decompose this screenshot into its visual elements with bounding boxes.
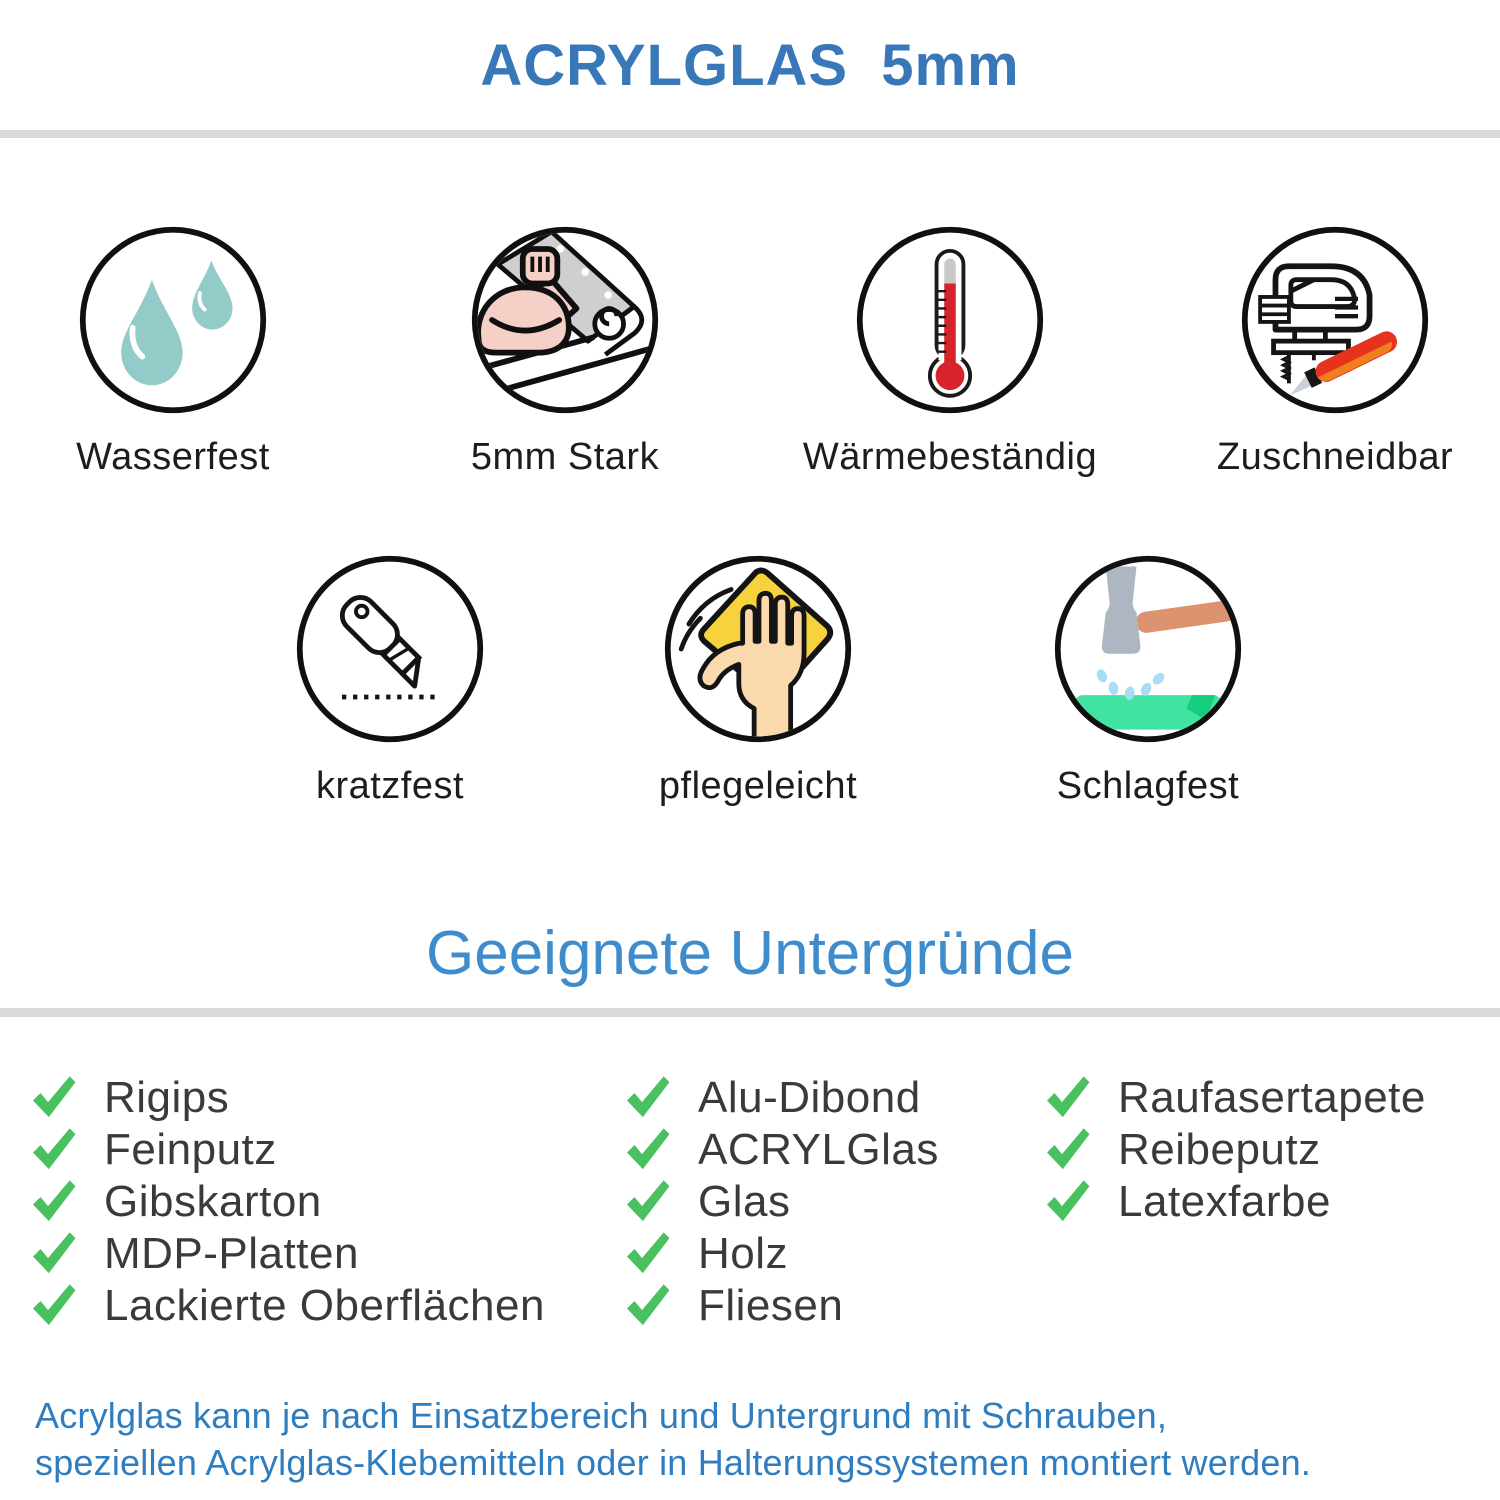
check-icon	[622, 1177, 672, 1227]
mounting-note	[35, 1392, 1311, 1486]
surface-label: Latexfarbe	[1118, 1177, 1331, 1226]
footer-line: Acrylglas kann je nach Einsatzbereich und Untergrund mit Schrauben,	[35, 1395, 1168, 1436]
feature-label: Zuschneidbar	[1216, 436, 1454, 478]
surface-item	[622, 1176, 939, 1228]
thermometer-icon	[854, 224, 1046, 416]
surface-item	[622, 1280, 939, 1332]
check-icon	[28, 1281, 78, 1331]
muscle-roll-icon	[469, 224, 661, 416]
feature-wasserfest	[13, 224, 333, 479]
surface-item	[28, 1176, 545, 1228]
check-icon	[28, 1177, 78, 1227]
surface-item	[28, 1280, 545, 1332]
section-title: Geeignete Untergründe	[425, 919, 1074, 988]
feature-kratzfest	[230, 553, 550, 808]
feature-schlagfest	[988, 553, 1308, 808]
surface-item	[1042, 1176, 1426, 1228]
feature-label: Schlagfest	[1056, 765, 1240, 807]
check-icon	[28, 1229, 78, 1279]
divider-bar-top	[0, 130, 1500, 138]
water-drops-icon	[77, 224, 269, 416]
surface-label: Rigips	[104, 1073, 230, 1122]
check-icon	[28, 1125, 78, 1175]
surface-item	[1042, 1124, 1426, 1176]
surface-item	[28, 1124, 545, 1176]
feature-label: Wasserfest	[76, 436, 270, 478]
surface-label: Lackierte Oberflächen	[104, 1281, 545, 1330]
feature-waermebestaendig	[790, 224, 1110, 479]
surface-label: Fliesen	[698, 1281, 844, 1330]
surface-label: Glas	[698, 1177, 791, 1226]
surface-label: Holz	[698, 1229, 789, 1278]
feature-label: 5mm Stark	[470, 436, 660, 478]
page-title: ACRYLGLAS 5mm	[480, 33, 1020, 98]
surfaces-column-3	[1042, 1072, 1426, 1228]
hand-cloth-icon	[662, 553, 854, 745]
surfaces-column-1	[28, 1072, 545, 1332]
check-icon	[622, 1229, 672, 1279]
feature-pflegeleicht	[598, 553, 918, 808]
check-icon	[1042, 1125, 1092, 1175]
check-icon	[28, 1073, 78, 1123]
feature-label: kratzfest	[315, 765, 465, 807]
feature-zuschneidbar	[1175, 224, 1495, 479]
divider-bar-bottom	[0, 1008, 1500, 1017]
surface-label: Gibskarton	[104, 1177, 322, 1226]
check-icon	[1042, 1177, 1092, 1227]
surface-label: Alu-Dibond	[698, 1073, 921, 1122]
feature-5mm-stark	[405, 224, 725, 479]
surface-label: ACRYLGlas	[698, 1125, 939, 1174]
surface-item	[622, 1124, 939, 1176]
surfaces-column-2	[622, 1072, 939, 1332]
check-icon	[622, 1281, 672, 1331]
hammer-surface-icon	[1052, 553, 1244, 745]
cutter-knife-icon	[294, 553, 486, 745]
surface-item	[28, 1228, 545, 1280]
check-icon	[1042, 1073, 1092, 1123]
surface-label: Reibeputz	[1118, 1125, 1321, 1174]
surface-label: Raufasertapete	[1118, 1073, 1426, 1122]
check-icon	[622, 1125, 672, 1175]
surface-item	[622, 1072, 939, 1124]
feature-label: Wärmebeständig	[802, 436, 1098, 478]
check-icon	[622, 1073, 672, 1123]
footer-line: speziellen Acrylglas-Klebemitteln oder in Halterungssystemen montiert werden.	[35, 1442, 1311, 1483]
feature-label: pflegeleicht	[658, 765, 858, 807]
surface-item	[28, 1072, 545, 1124]
surface-label: MDP-Platten	[104, 1229, 359, 1278]
jigsaw-knife-icon	[1239, 224, 1431, 416]
surface-label: Feinputz	[104, 1125, 277, 1174]
surface-item	[1042, 1072, 1426, 1124]
surface-item	[622, 1228, 939, 1280]
